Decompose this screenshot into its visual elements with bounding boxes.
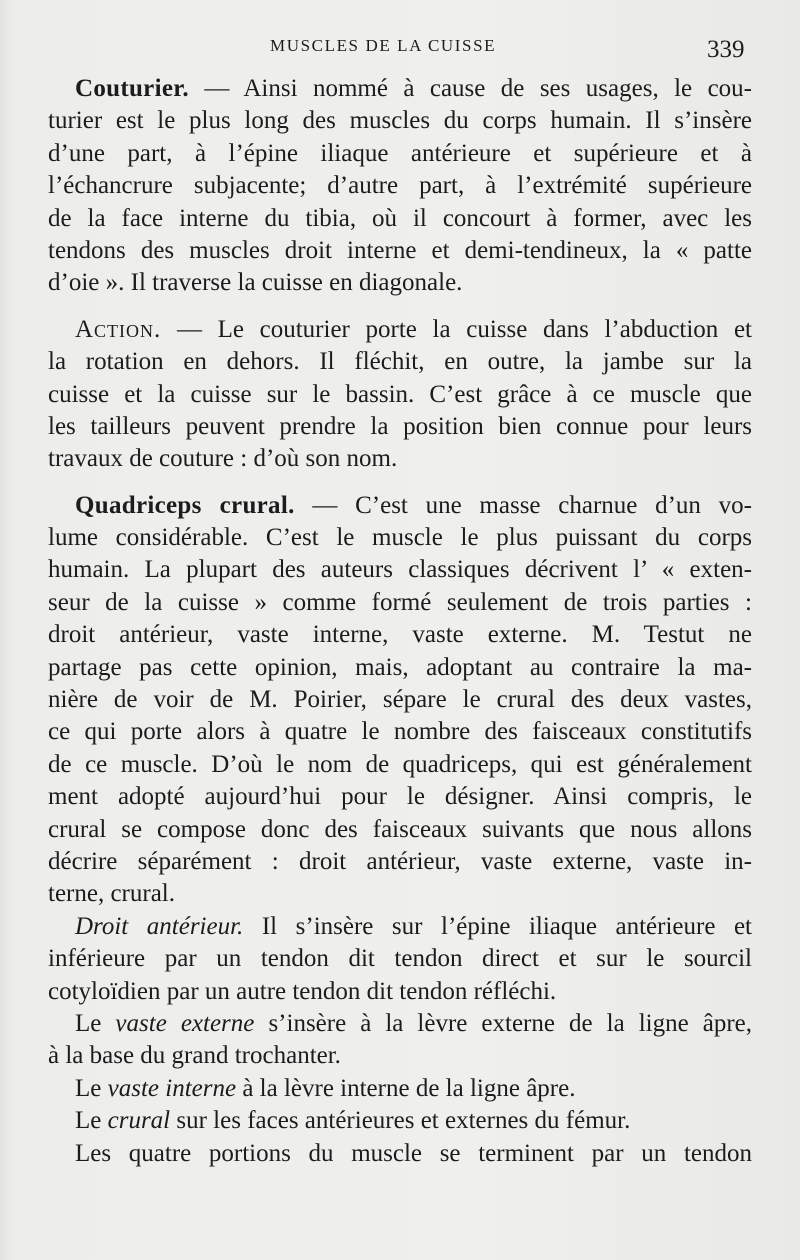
term-vaste-interne: vaste interne	[107, 1074, 237, 1102]
text-line: cuisse et la cuisse sur le bassin. C’est grâce à ce muscle que	[48, 380, 752, 408]
text-line: ce qui porte alors à quatre le nombre des faisceaux constitutifs	[48, 718, 752, 746]
text-line: Le vaste interne à la lèvre interne de la ligne âpre.	[75, 1074, 576, 1102]
text-line: terne, crural.	[48, 880, 176, 908]
text-line: de la face interne du tibia, où il concourt à former, avec les	[48, 204, 752, 232]
text-line: lume considérable. C’est le muscle le plus puissant du corps	[48, 524, 752, 552]
text-line: humain. La plupart des auteurs classiques décrivent l’ « exten-	[48, 556, 752, 584]
term-droit-anterieur: Droit antérieur.	[75, 912, 244, 940]
text-line: Couturier. — Ainsi nommé à cause de ses usages, le cou-	[75, 75, 752, 102]
paragraph-couturier	[48, 73, 752, 300]
term-crural: crural	[107, 1107, 171, 1135]
text-line: cotyloïdien par un autre tendon dit tendon réfléchi.	[48, 977, 557, 1005]
text-line: travaux de couture : d’où son nom.	[48, 445, 398, 473]
text-line: à la base du grand trochanter.	[48, 1042, 341, 1070]
section-heading-action: Action.	[75, 315, 162, 343]
page-header	[0, 36, 800, 66]
paragraph-droit-anterieur	[48, 911, 752, 1008]
text-line: Le crural sur les faces antérieures et externes du fémur.	[75, 1107, 631, 1135]
paragraph-action	[48, 314, 752, 476]
paragraph-vaste-interne	[48, 1073, 752, 1105]
text-line: Droit antérieur. Il s’insère sur l’épine iliaque antérieure et	[75, 912, 752, 940]
text-line: d’une part, à l’épine iliaque antérieure et supérieure et à	[48, 139, 752, 167]
text-line: inférieure par un tendon dit tendon direct et sur le sourcil	[48, 945, 752, 973]
text-line: Les quatre portions du muscle se terminent par un tendon	[75, 1139, 752, 1167]
section-heading-quadriceps: Quadriceps crural.	[75, 491, 295, 519]
page-number: 339	[707, 36, 745, 63]
text-line: d’oie ». Il traverse la cuisse en diagonale.	[48, 269, 463, 297]
paragraph-vaste-externe	[48, 1008, 752, 1073]
text-line: ment adopté aujourd’hui pour le désigner. Ainsi compris, le	[48, 783, 752, 811]
paragraph-quadriceps	[48, 490, 752, 911]
term-vaste-externe: vaste externe	[115, 1009, 255, 1037]
text-line: Action. — Le couturier porte la cuisse dans l’abduction et	[75, 315, 752, 343]
text-line: turier est le plus long des muscles du corps humain. Il s’insère	[48, 107, 752, 135]
text-line: droit antérieur, vaste interne, vaste externe. M. Testut ne	[48, 621, 752, 649]
text-line: Le vaste externe s’insère à la lèvre externe de la ligne âpre,	[75, 1009, 753, 1037]
text-line: Quadriceps crural. — C’est une masse charnue d’un vo-	[75, 491, 752, 519]
text-line: l’échancrure subjacente; d’autre part, à l’extrémité supérieure	[48, 172, 752, 200]
text-line: la rotation en dehors. Il fléchit, en outre, la jambe sur la	[48, 348, 752, 376]
section-heading-couturier: Couturier.	[75, 75, 189, 102]
running-head: MUSCLES DE LA CUISSE	[270, 36, 497, 55]
text-line: décrire séparément : droit antérieur, vaste externe, vaste in-	[48, 847, 752, 875]
page-body	[48, 73, 752, 1170]
text-line: de ce muscle. D’où le nom de quadriceps, qui est généralement	[48, 750, 752, 778]
text-line: partage pas cette opinion, mais, adoptant au contraire la ma-	[48, 653, 752, 681]
text-line: tendons des muscles droit interne et demi-tendineux, la « patte	[48, 236, 752, 264]
text-line: nière de voir de M. Poirier, sépare le crural des deux vastes,	[48, 686, 752, 714]
paragraph-quatre-portions	[48, 1138, 752, 1170]
paragraph-crural	[48, 1105, 752, 1137]
text-line: seur de la cuisse » comme formé seulement de trois parties :	[48, 588, 752, 616]
text-line: crural se compose donc des faisceaux suivants que nous allons	[48, 815, 752, 843]
text-line: les tailleurs peuvent prendre la position bien connue pour leurs	[48, 412, 752, 440]
